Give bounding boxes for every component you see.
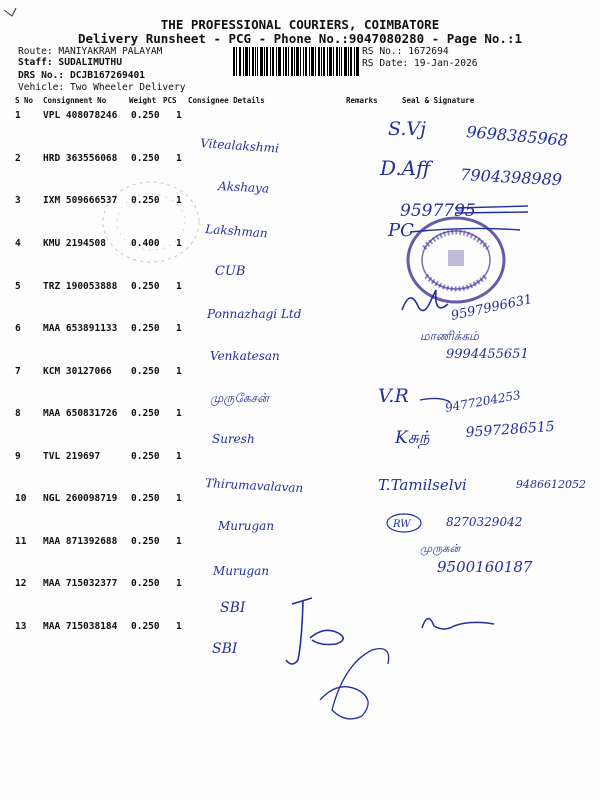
row-pcs: 1 [176,238,182,249]
runsheet-title: Delivery Runsheet - PCG - Phone No.:9047080280 - Page No.:1 [77,31,522,46]
rs-date: RS Date: 19-Jan-2026 [362,58,478,69]
barcode-image [233,47,359,76]
col-seal-signature: Seal & Signature [402,96,475,105]
row-sno: 6 [15,323,21,334]
signature-stroke [422,618,494,629]
corner-mark [4,8,16,16]
row-weight: 0.250 [131,366,160,377]
row-consignment: KMU 2194508 [43,238,106,249]
consignee-handwriting: CUB [215,264,246,279]
row-consignment: TVL 219697 [43,451,101,462]
consignee-handwriting: Akshaya [217,179,270,196]
consignee-handwriting: Ponnazhagi Ltd [207,307,302,321]
bank-stamp [396,210,508,306]
row-pcs: 1 [176,153,182,164]
row-pcs: 1 [176,281,182,292]
row-consignment: MAA 653891133 [43,323,118,334]
row-weight: 0.250 [131,323,160,334]
col-consignee: Consignee Details [188,96,265,105]
signature-handwriting: T.Tamilselvi [378,476,467,494]
phone-handwriting: 8270329042 [446,515,523,529]
row-pcs: 1 [176,366,182,377]
row-sno: 4 [15,238,21,249]
consignee-handwriting: Murugan [218,519,275,533]
row-weight: 0.250 [131,153,160,164]
row-sno: 1 [15,110,21,121]
signature-handwriting: Kசுந் [395,428,430,448]
tamil-handwriting: முருகன் [420,542,461,555]
tamil-handwriting: மாணிக்கம் [420,329,479,343]
consignee-handwriting: Suresh [212,432,255,446]
phone-handwriting: 9597286515 [465,418,556,441]
row-consignment: NGL 260098719 [43,493,118,504]
row-weight: 0.250 [131,578,160,589]
signature-handwriting: V.R [378,385,409,407]
signature-stroke [286,598,343,664]
row-sno: 2 [15,153,21,164]
staff-label: Staff: SUDALIMUTHU [18,57,122,68]
row-sno: 12 [15,578,27,589]
row-consignment: MAA 871392688 [43,536,118,547]
col-pcs: PCS [163,96,177,105]
phone-handwriting: 9597996631 [449,292,534,324]
consignee-handwriting: Thirumavalavan [204,476,304,496]
row-weight: 0.250 [131,451,160,462]
row-consignment: MAA 650831726 [43,408,118,419]
phone-handwriting: 9698385968 [465,122,569,150]
row-consignment: MAA 715038184 [43,621,118,632]
col-remarks: Remarks [346,96,378,105]
consignee-handwriting: Lakshman [204,222,269,241]
drs-number: DRS No.: DCJB167269401 [18,70,146,81]
row-consignment: IXM 509666537 [43,195,118,206]
faint-stamp [96,176,206,268]
row-weight: 0.250 [131,110,160,121]
phone-handwriting: 9477204253 [444,387,522,415]
row-consignment: TRZ 190053888 [43,281,118,292]
consignee-handwriting: Murugan [213,564,270,578]
row-pcs: 1 [176,451,182,462]
row-pcs: 1 [176,408,182,419]
phone-handwriting: 7904398989 [459,165,563,190]
consignee-handwriting: Venkatesan [210,349,280,363]
row-pcs: 1 [176,536,182,547]
bottom-scribble [320,649,389,719]
row-sno: 5 [15,281,21,292]
row-consignment: HRD 363556068 [43,153,118,164]
signature-circle [387,514,421,532]
row-weight: 0.250 [131,536,160,547]
row-consignment: KCM 30127066 [43,366,112,377]
route-label: Route: MANIYAKRAM PALAYAM [18,46,163,57]
consignee-handwriting: Vitealakshmi [199,136,280,156]
row-weight: 0.250 [131,493,160,504]
vehicle-label: Vehicle: Two Wheeler Delivery [18,82,186,93]
phone-handwriting: 9994455651 [446,347,529,362]
row-pcs: 1 [176,110,182,121]
row-consignment: VPL 408078246 [43,110,118,121]
signature-handwriting: S.Vj [388,118,426,140]
row-pcs: 1 [176,195,182,206]
row-sno: 7 [15,366,21,377]
col-weight: Weight [129,96,157,105]
consignee-handwriting: SBI [220,600,246,616]
row-pcs: 1 [176,493,182,504]
row-pcs: 1 [176,323,182,334]
row-sno: 8 [15,408,21,419]
signature-handwriting: PC [388,220,414,241]
row-weight: 0.250 [131,408,160,419]
col-sno: S No [15,96,34,105]
row-pcs: 1 [176,621,182,632]
row-sno: 13 [15,621,27,632]
row-weight: 0.250 [131,281,160,292]
signature-handwriting: RW [393,519,411,530]
strike-line [455,206,528,208]
rs-number: RS No.: 1672694 [362,46,449,57]
row-sno: 3 [15,195,21,206]
row-sno: 9 [15,451,21,462]
phone-handwriting: 9597795 [400,201,476,221]
company-title: THE PROFESSIONAL COURIERS, COIMBATORE [160,17,440,32]
consignee-handwriting: SBI [212,641,238,657]
signature-handwriting: D.Aff [380,156,431,180]
consignee-handwriting: முருகேசன் [210,391,269,405]
phone-handwriting: 9500160187 [437,558,533,576]
row-consignment: MAA 715032377 [43,578,118,589]
row-pcs: 1 [176,578,182,589]
signature-stroke [420,398,450,402]
row-weight: 0.250 [131,621,160,632]
phone-handwriting: 9486612052 [516,478,586,491]
col-consignment: Consignment No [43,96,107,105]
row-sno: 10 [15,493,27,504]
row-weight: 0.250 [131,195,160,206]
row-sno: 11 [15,536,27,547]
row-weight: 0.400 [131,238,160,249]
